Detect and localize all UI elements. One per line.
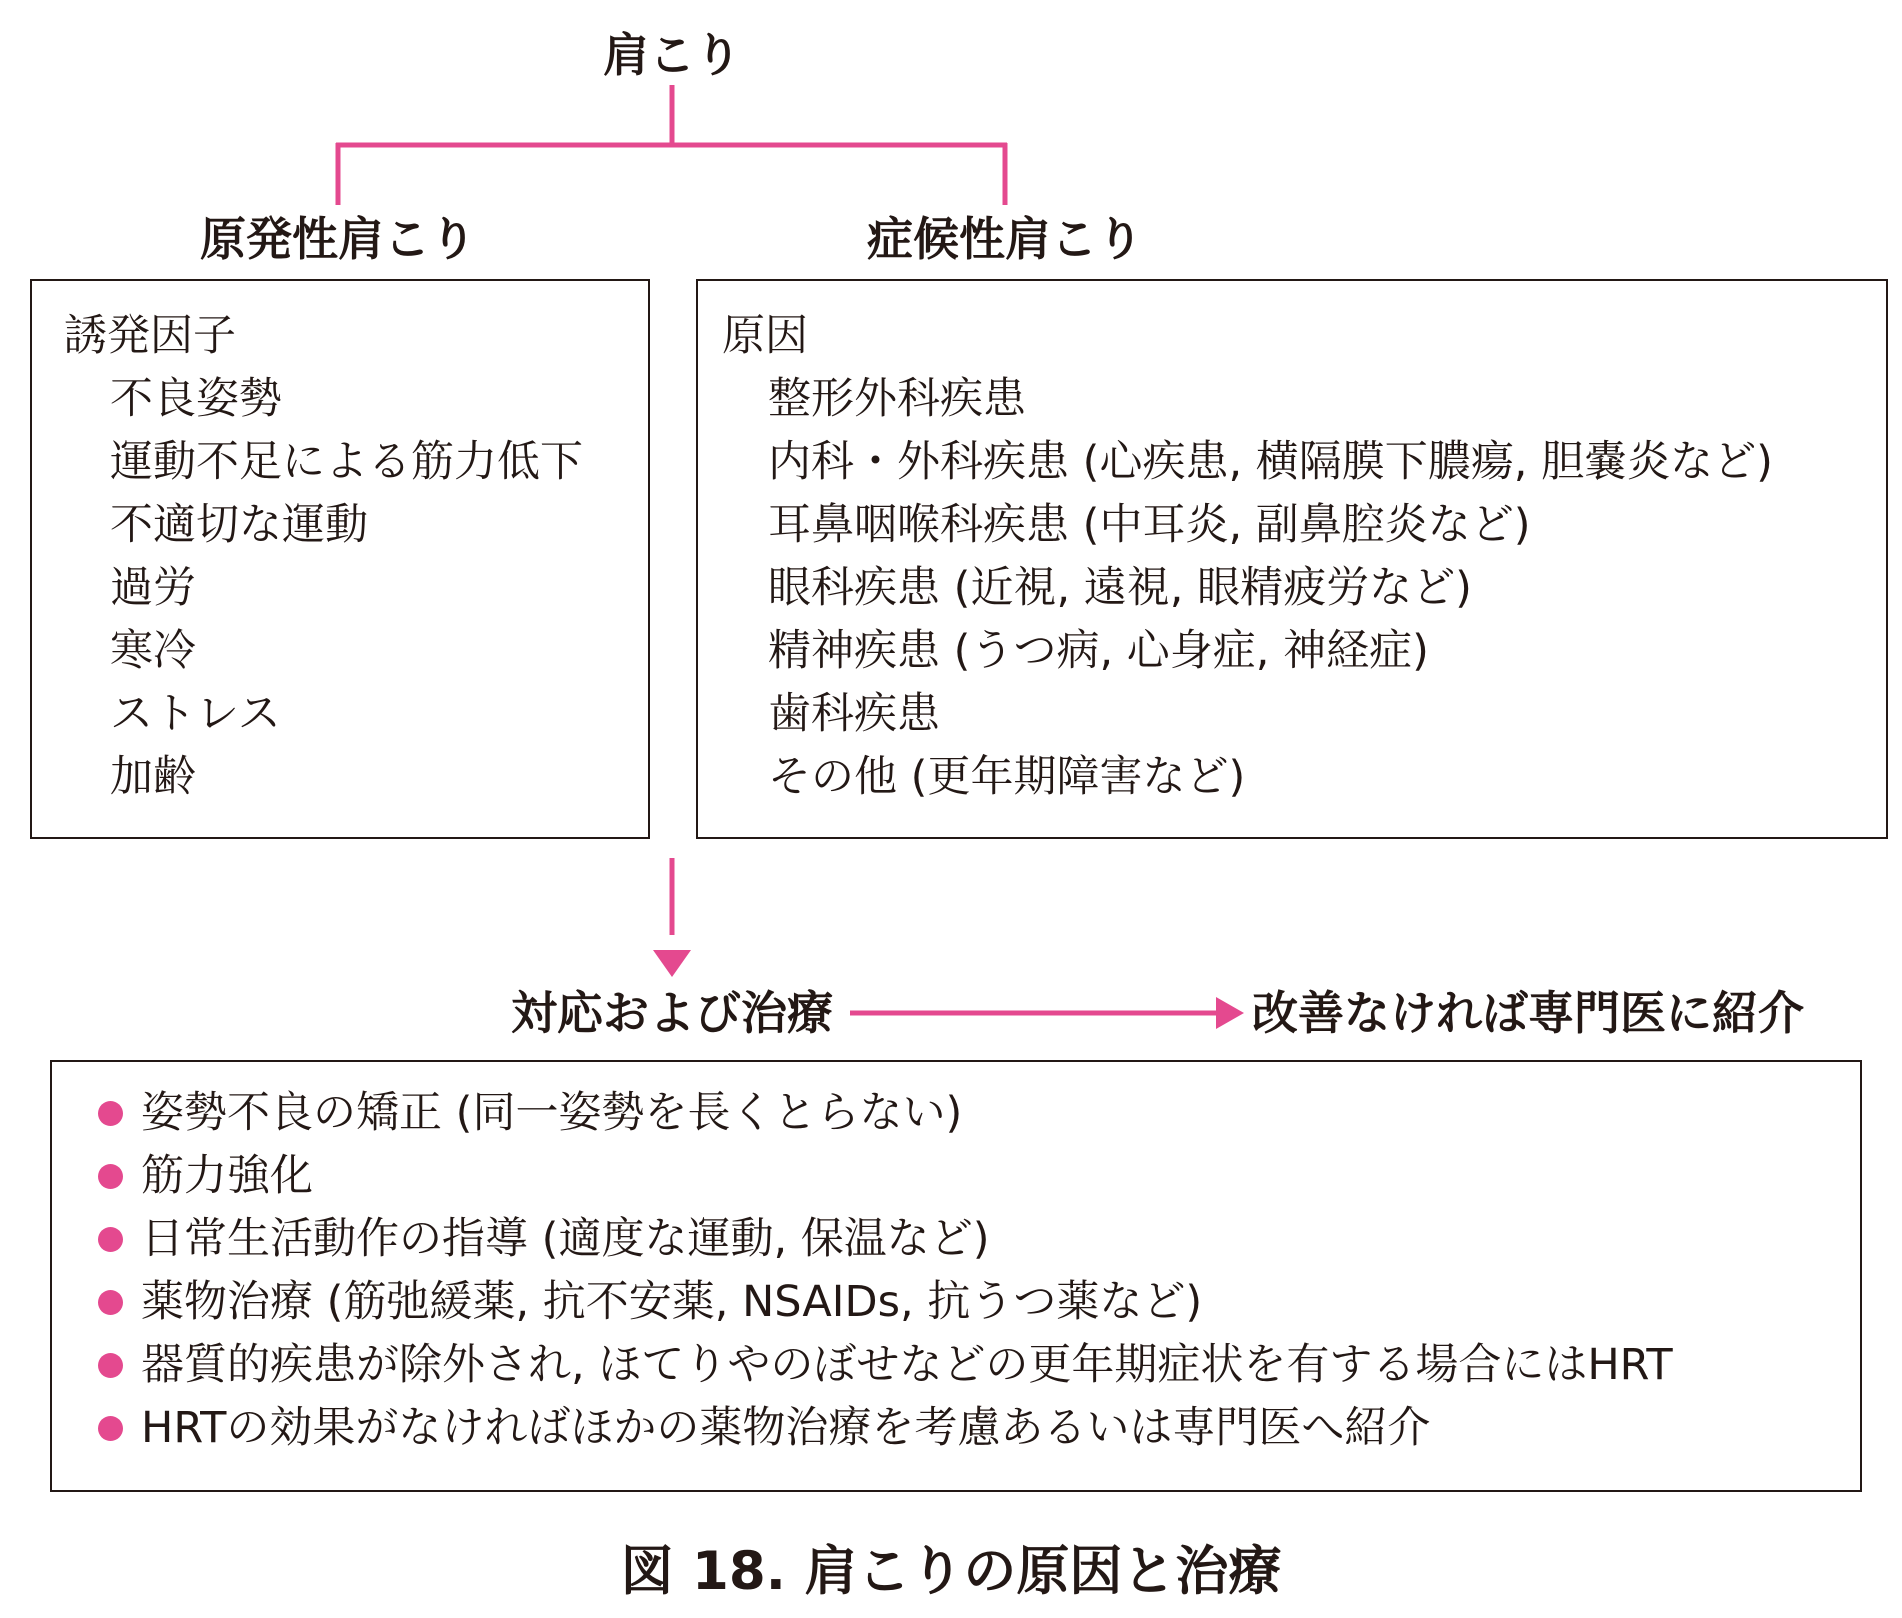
referral-text: 改善なければ専門医に紹介 <box>1252 986 1804 1040</box>
bullet-dot-icon <box>98 1416 123 1441</box>
list-item: 歯科疾患 <box>768 689 940 739</box>
symptomatic-heading: 原因 <box>722 311 808 361</box>
bullet-dot-icon <box>98 1290 123 1315</box>
list-item: 過労 <box>110 563 196 613</box>
list-item: 加齢 <box>110 752 196 802</box>
list-item: 不良姿勢 <box>110 374 282 424</box>
symptomatic-title: 症候性肩こり <box>867 212 1143 266</box>
list-item: 眼科疾患 (近視, 遠視, 眼精疲労など) <box>768 563 1472 613</box>
treatment-box <box>50 1060 1862 1492</box>
treatment-item-text: 姿勢不良の矯正 (同一姿勢を長くとらない) <box>141 1088 963 1138</box>
symptomatic-causes-box <box>696 279 1888 839</box>
bullet-dot-icon <box>98 1164 123 1189</box>
right-arrowhead <box>1216 997 1244 1029</box>
treatment-item-text: 筋力強化 <box>141 1151 313 1201</box>
bullet-dot-icon <box>98 1101 123 1126</box>
treatment-item <box>98 1271 1860 1334</box>
list-item: その他 (更年期障害など) <box>768 752 1246 802</box>
treatment-item-text: 日常生活動作の指導 (適度な運動, 保温など) <box>141 1214 990 1264</box>
primary-title: 原発性肩こり <box>200 212 476 266</box>
bullet-dot-icon <box>98 1227 123 1252</box>
list-item: 精神疾患 (うつ病, 心身症, 神経症) <box>768 626 1429 676</box>
treatment-item-text: 器質的疾患が除外され, ほてりやのぼせなどの更年期症状を有する場合にはHRT <box>141 1340 1673 1390</box>
treatment-title: 対応および治療 <box>511 986 833 1040</box>
treatment-item <box>98 1082 1860 1145</box>
list-item: 内科・外科疾患 (心疾患, 横隔膜下膿瘍, 胆嚢炎など) <box>768 437 1773 487</box>
figure-caption: 図 18. 肩こりの原因と治療 <box>620 1541 1282 1602</box>
list-item: 寒冷 <box>110 626 196 676</box>
treatment-item <box>98 1397 1860 1460</box>
treatment-item-text: 薬物治療 (筋弛緩薬, 抗不安薬, NSAIDs, 抗うつ薬など) <box>141 1277 1203 1327</box>
list-item: 整形外科疾患 <box>768 374 1026 424</box>
root-title: 肩こり <box>603 28 741 82</box>
down-arrowhead <box>653 950 691 977</box>
primary-heading: 誘発因子 <box>64 311 236 361</box>
primary-factors-box <box>30 279 650 839</box>
bullet-dot-icon <box>98 1353 123 1378</box>
list-item: 耳鼻咽喉科疾患 (中耳炎, 副鼻腔炎など) <box>768 500 1531 550</box>
list-item: ストレス <box>110 689 281 739</box>
list-item: 運動不足による筋力低下 <box>110 437 583 487</box>
treatment-item-text: HRTの効果がなければほかの薬物治療を考慮あるいは専門医へ紹介 <box>141 1403 1431 1453</box>
treatment-item <box>98 1208 1860 1271</box>
treatment-item <box>98 1145 1860 1208</box>
list-item: 不適切な運動 <box>110 500 368 550</box>
treatment-item <box>98 1334 1860 1397</box>
